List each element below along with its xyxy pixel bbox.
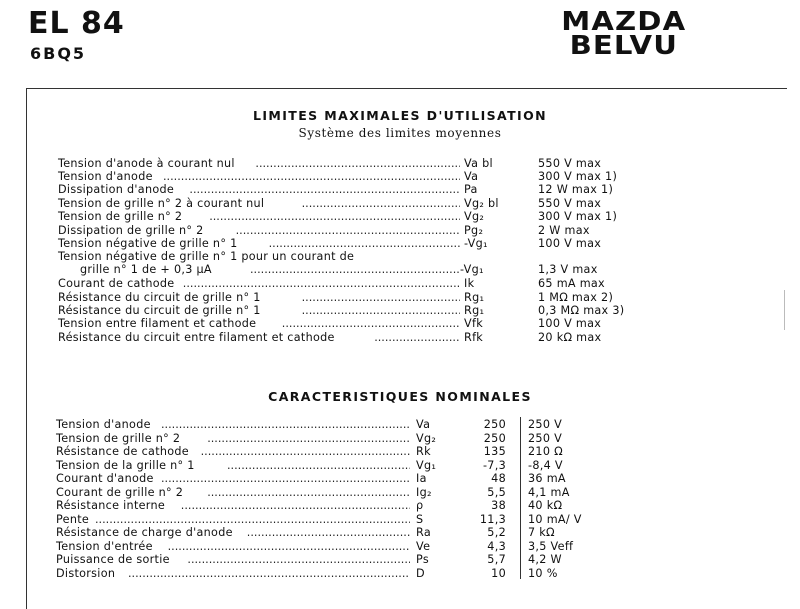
limits-row bbox=[0, 277, 800, 290]
brand-line-1: MAZDA bbox=[561, 7, 687, 37]
tube-name: EL 84 bbox=[28, 6, 125, 41]
nominal-symbol: Ps bbox=[416, 553, 429, 566]
nominal-value-2: -8,4 V bbox=[528, 458, 563, 472]
nominal-value-1: 5,7 bbox=[487, 553, 506, 566]
limits-row bbox=[0, 291, 800, 304]
nominal-symbol: ρ bbox=[416, 499, 424, 512]
nominal-symbol: Ra bbox=[416, 526, 431, 539]
nominal-title: CARACTERISTIQUES NOMINALES bbox=[268, 389, 532, 404]
nominal-label: Tension de grille n° 2 bbox=[56, 431, 181, 445]
limits-row bbox=[0, 157, 800, 170]
limits-label: Tension de grille n° 2 à courant nul bbox=[58, 197, 265, 210]
nominal-value-2: 36 mA bbox=[528, 472, 566, 485]
nominal-row bbox=[0, 486, 800, 499]
nominal-value-1: 38 bbox=[491, 499, 506, 512]
limits-row bbox=[0, 304, 800, 317]
leader-dots bbox=[227, 459, 410, 472]
tube-equivalent: 6BQ5 bbox=[30, 44, 87, 63]
limits-symbol: Va bbox=[464, 170, 479, 183]
nominal-value-1: 10 bbox=[491, 566, 506, 580]
limits-value: 12 W max 1) bbox=[538, 183, 614, 196]
nominal-symbol: Vg₁ bbox=[416, 458, 437, 472]
nominal-value-2: 40 kΩ bbox=[528, 499, 563, 512]
leader-dots bbox=[183, 277, 460, 290]
limits-symbol: Rg₁ bbox=[464, 304, 485, 317]
limits-symbol: Vfk bbox=[464, 317, 483, 330]
limits-symbol: Ik bbox=[464, 277, 475, 290]
leader-dots bbox=[302, 291, 460, 304]
nominal-row bbox=[0, 567, 800, 580]
limits-label: Tension négative de grille n° 1 pour un courant de bbox=[58, 250, 355, 263]
leader-dots bbox=[128, 567, 410, 580]
limits-row bbox=[0, 224, 800, 237]
nominal-value-2: 250 V bbox=[528, 431, 563, 445]
limits-row bbox=[0, 170, 800, 183]
limits-label: Tension d'anode bbox=[58, 170, 153, 183]
leader-dots bbox=[168, 540, 410, 553]
nominal-row bbox=[0, 432, 800, 445]
leader-dots bbox=[161, 472, 410, 485]
nominal-symbol: D bbox=[416, 566, 425, 580]
limits-value: 1,3 V max bbox=[538, 263, 598, 276]
limits-value: 100 V max bbox=[538, 317, 602, 330]
limits-row-continuation bbox=[0, 263, 800, 276]
nominal-row bbox=[0, 499, 800, 512]
leader-dots bbox=[247, 526, 410, 539]
nominal-value-2: 250 V bbox=[528, 418, 563, 431]
limits-label: Tension d'anode à courant nul bbox=[58, 157, 235, 170]
limits-row bbox=[0, 317, 800, 330]
nominal-symbol: S bbox=[416, 512, 424, 526]
limits-symbol: -Vg₁ bbox=[460, 263, 484, 276]
limits-row bbox=[0, 197, 800, 210]
nominal-label: Tension de la grille n° 1 bbox=[56, 458, 195, 472]
leader-dots bbox=[236, 224, 460, 237]
limits-label: Résistance du circuit de grille n° 1 bbox=[58, 304, 261, 317]
leader-dots bbox=[163, 170, 460, 183]
nominal-value-1: 48 bbox=[491, 472, 506, 485]
leader-dots bbox=[282, 317, 460, 330]
nominal-row bbox=[0, 459, 800, 472]
nominal-symbol: Va bbox=[416, 418, 431, 431]
nominal-label: Résistance de cathode bbox=[56, 445, 189, 458]
nominal-row bbox=[0, 540, 800, 553]
nominal-row bbox=[0, 513, 800, 526]
nominal-symbol: Ve bbox=[416, 539, 431, 553]
leader-dots bbox=[269, 237, 460, 250]
limits-label: Dissipation d'anode bbox=[58, 183, 175, 196]
scan-edge-line bbox=[784, 290, 785, 330]
limits-label-2: grille n° 1 de + 0,3 μA bbox=[80, 263, 212, 276]
nominal-symbol: Vg₂ bbox=[416, 431, 437, 445]
limits-symbol: Va bl bbox=[464, 157, 493, 170]
limits-label: Dissipation de grille n° 2 bbox=[58, 224, 204, 237]
limits-row bbox=[0, 210, 800, 223]
nominal-label: Courant d'anode bbox=[56, 472, 154, 485]
limits-value: 0,3 MΩ max 3) bbox=[538, 304, 625, 317]
leader-dots bbox=[209, 210, 460, 223]
limits-value: 300 V max 1) bbox=[538, 170, 618, 183]
leader-dots bbox=[181, 499, 410, 512]
nominal-value-2: 210 Ω bbox=[528, 445, 563, 458]
nominal-label: Résistance interne bbox=[56, 499, 166, 512]
limits-symbol: Rg₁ bbox=[464, 291, 485, 304]
nominal-value-1: -7,3 bbox=[482, 458, 506, 472]
leader-dots bbox=[189, 183, 460, 196]
limits-value: 2 W max bbox=[538, 224, 590, 237]
limits-label: Tension entre filament et cathode bbox=[58, 317, 257, 330]
limits-label: Résistance du circuit de grille n° 1 bbox=[58, 291, 261, 304]
leader-dots bbox=[95, 513, 410, 526]
limits-label: Résistance du circuit entre filament et cathode bbox=[58, 331, 335, 344]
nominal-value-2: 4,2 W bbox=[528, 553, 562, 566]
leader-dots bbox=[250, 263, 460, 276]
nominal-row bbox=[0, 526, 800, 539]
nominal-value-2: 7 kΩ bbox=[528, 526, 555, 539]
limits-value: 1 MΩ max 2) bbox=[538, 291, 614, 304]
nominal-row bbox=[0, 418, 800, 431]
nominal-label: Tension d'entrée bbox=[56, 539, 153, 553]
limits-label: Courant de cathode bbox=[58, 277, 175, 290]
limits-symbol: Rfk bbox=[464, 331, 484, 344]
limits-symbol: Pa bbox=[464, 183, 478, 196]
nominal-value-1: 135 bbox=[483, 445, 506, 458]
leader-dots bbox=[207, 486, 410, 499]
nominal-value-1: 11,3 bbox=[479, 512, 506, 526]
limits-symbol: Vg₂ bbox=[464, 210, 485, 223]
leader-dots bbox=[302, 197, 460, 210]
leader-dots bbox=[374, 331, 460, 344]
nominal-symbol: Ia bbox=[416, 472, 427, 485]
column-divider bbox=[520, 417, 521, 579]
nominal-label: Courant de grille n° 2 bbox=[56, 485, 184, 499]
nominal-row bbox=[0, 553, 800, 566]
leader-dots bbox=[302, 304, 460, 317]
nominal-label: Puissance de sortie bbox=[56, 553, 170, 566]
limits-label: Tension négative de grille n° 1 bbox=[58, 237, 238, 250]
leader-dots bbox=[187, 553, 410, 566]
leader-dots bbox=[255, 157, 460, 170]
limits-value: 550 V max bbox=[538, 197, 602, 210]
limits-row bbox=[0, 250, 800, 263]
limits-value: 65 mA max bbox=[538, 277, 605, 290]
nominal-symbol: Ig₂ bbox=[416, 485, 432, 499]
nominal-value-1: 5,2 bbox=[487, 526, 506, 539]
limits-value: 100 V max bbox=[538, 237, 602, 250]
nominal-row bbox=[0, 472, 800, 485]
leader-dots bbox=[161, 418, 410, 431]
leader-dots bbox=[201, 445, 410, 458]
nominal-row bbox=[0, 445, 800, 458]
nominal-value-2: 10 mA/ V bbox=[528, 512, 582, 526]
limits-row bbox=[0, 237, 800, 250]
nominal-label: Pente bbox=[56, 512, 90, 526]
brand-logo bbox=[561, 7, 687, 61]
limits-value: 20 kΩ max bbox=[538, 331, 602, 344]
nominal-value-1: 250 bbox=[483, 431, 506, 445]
limits-label: Tension de grille n° 2 bbox=[58, 210, 183, 223]
limits-value: 550 V max bbox=[538, 157, 602, 170]
nominal-value-2: 3,5 Veff bbox=[528, 539, 574, 553]
nominal-symbol: Rk bbox=[416, 445, 431, 458]
nominal-label: Tension d'anode bbox=[56, 418, 151, 431]
limits-value: 300 V max 1) bbox=[538, 210, 618, 223]
nominal-value-2: 4,1 mA bbox=[528, 485, 570, 499]
nominal-value-2: 10 % bbox=[528, 566, 558, 580]
limits-symbol: Vg₂ bl bbox=[464, 197, 499, 210]
limits-symbol: Pg₂ bbox=[464, 224, 484, 237]
limits-row bbox=[0, 183, 800, 196]
brand-line-2: BELVU bbox=[570, 31, 679, 61]
nominal-label: Résistance de charge d'anode bbox=[56, 526, 233, 539]
limits-row bbox=[0, 331, 800, 344]
nominal-value-1: 5,5 bbox=[487, 485, 506, 499]
nominal-value-1: 250 bbox=[483, 418, 506, 431]
limits-title: LIMITES MAXIMALES D'UTILISATION bbox=[252, 108, 548, 123]
nominal-label: Distorsion bbox=[56, 566, 116, 580]
limits-subtitle: Système des limites moyennes bbox=[298, 126, 502, 140]
limits-symbol: -Vg₁ bbox=[464, 237, 488, 250]
leader-dots bbox=[207, 432, 410, 445]
nominal-value-1: 4,3 bbox=[487, 539, 506, 553]
